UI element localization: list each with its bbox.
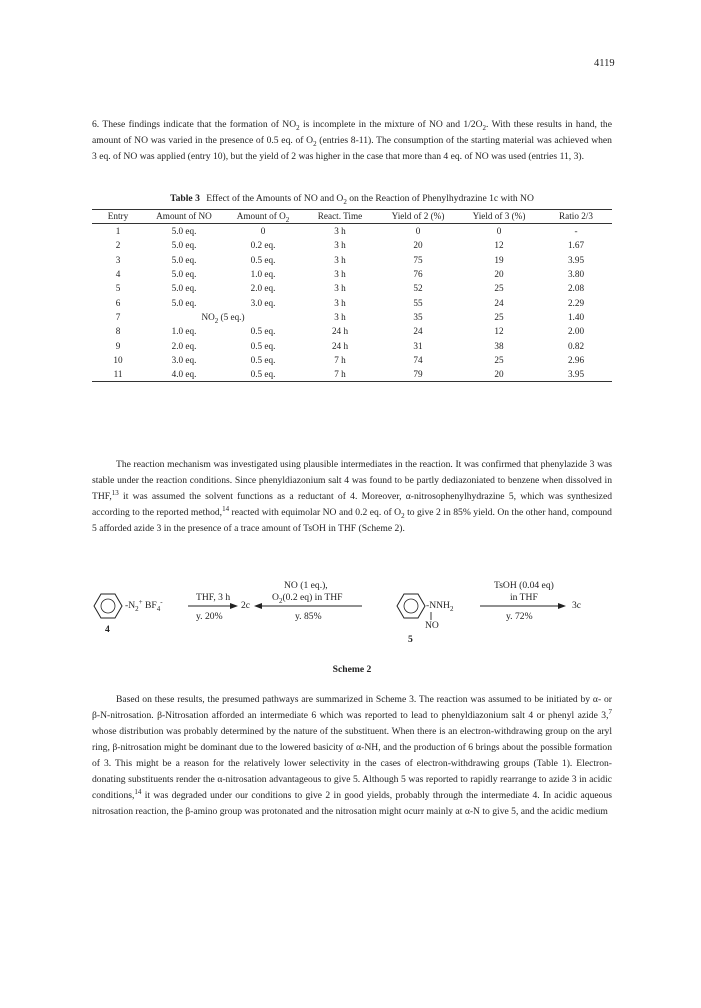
table-cell: 5.0 eq. — [171, 254, 197, 265]
aromatic-circle-icon — [101, 599, 115, 613]
compound-4-label: 4 — [105, 624, 110, 635]
hydrazine-group: $-NNH_2$ — [426, 600, 454, 613]
table-row — [92, 281, 612, 295]
table-row — [92, 224, 612, 239]
table-cell: 1 — [115, 226, 121, 237]
benzene-ring-icon — [94, 594, 122, 618]
product-3c: 3c — [572, 600, 582, 611]
arrow-head-icon — [230, 603, 238, 609]
table-cell: 1.0 eq. — [171, 326, 197, 337]
table-cell: 2.0 eq. — [250, 283, 276, 294]
table-cell: 4.0 eq. — [144, 367, 224, 382]
arrow2-condition-1: NO (1 eq.), — [284, 580, 328, 591]
table-cell: 3 h — [334, 254, 346, 265]
table-cell: 3 h — [334, 226, 346, 237]
table-cell: 1.40 — [567, 311, 585, 322]
table-cell: 11 — [92, 367, 144, 382]
table-cell: 20 — [413, 240, 423, 251]
arrow2-yield: y. 85% — [295, 611, 322, 622]
compound-5-label: 5 — [408, 634, 413, 645]
table-body — [92, 224, 612, 382]
table-cell: 0 — [415, 226, 421, 237]
table-cell: 25 — [494, 311, 504, 322]
table-cell: 3.95 — [540, 367, 612, 382]
scheme-2 — [92, 582, 612, 662]
table-row — [92, 238, 612, 252]
table-header: Yield of 2 (%) — [378, 210, 458, 224]
table-cell: 74 — [413, 354, 423, 365]
table-cell: 5.0 eq. — [171, 226, 197, 237]
table-cell: 3.95 — [567, 254, 585, 265]
table-cell: 7 — [115, 311, 121, 322]
table-cell: 2.0 eq. — [171, 340, 197, 351]
table-header: React. Time — [302, 210, 378, 224]
table-row — [92, 338, 612, 352]
table-cell: 0.82 — [567, 340, 585, 351]
table-cell: 9 — [115, 340, 121, 351]
table-cell: 35 — [413, 311, 423, 322]
table-cell: 0.5 eq. — [250, 326, 276, 337]
table-cell: 5.0 eq. — [171, 283, 197, 294]
table-cell: 5.0 eq. — [171, 269, 197, 280]
table-cell: 55 — [413, 297, 423, 308]
table-cell: 2.08 — [567, 283, 585, 294]
table-header: Amount of $O_2$ — [224, 210, 302, 224]
table-cell: 4 — [115, 269, 121, 280]
aromatic-circle-icon — [404, 599, 418, 613]
benzene-ring-icon — [397, 594, 425, 618]
table-cell: 38 — [494, 340, 504, 351]
table-label: Table 3 — [170, 193, 200, 204]
table-header: Ratio 2/3 — [540, 210, 612, 224]
paragraph-1: 6. These findings indicate that the formation of $NO_2$ is incomplete in the mixture of NO and $1/2O_2$. With these results in hand, the amount of NO was varied in the presence of 0.5 eq. of $O_2$ (entries 8-11). The consumption of the starting material was achieved when 3 eq. of NO was applied (entry 10), but the yield of 2 was higher in the case that more than 4 eq. of NO was used (entries 11, 3). — [92, 119, 612, 162]
table-row — [92, 295, 612, 309]
scheme-caption: Scheme 2 — [332, 664, 372, 675]
table-cell: 25 — [494, 283, 504, 294]
table-cell: 3.0 eq. — [250, 297, 276, 308]
product-2c: 2c — [241, 600, 251, 611]
table-cell: 8 — [115, 326, 121, 337]
table-row — [92, 367, 612, 382]
table-cell: 5.0 eq. — [171, 297, 197, 308]
arrow3-condition-1: TsOH (0.04 eq) — [494, 580, 554, 591]
paragraph-3: Based on these results, the presumed pathways are summarized in Scheme 3. The reaction was assumed to be initiated by α- or β-N-nitrosation. β-Nitrosation afforded an intermediate 6 which was reported to lead to phenyldiazonium salt 4 or phenyl azide 3,$^7$ whose distribution was probably determined by the nature of the substituent. When there is an electron-withdrawing group on the aryl ring, β-nitrosation might be dominant due to the lowered basicity of α-NH, and the production of 6 brings about the possible formation of 3. This might be a reason for the relatively lower selectivity in the cases of electron-withdrawing groups (Table 1). Electron-donating substituents render the α-nitrosation advantageous to give 5. Although 5 was reported to rapidly rearrange to azide 3 in acidic conditions,$^{14}$ it was degraded under our conditions to give 2 in good yields, probably through the intermediate 4. In acidic aqueous nitrosation reaction, the β-amino group was protonated and the nitrosation might ocurr mainly at α-N to give 5, and the acidic medium — [92, 694, 612, 817]
table-cell: 5 — [115, 283, 121, 294]
table-cell: 0.5 eq. — [250, 340, 276, 351]
arrow3-condition-2: in THF — [510, 592, 538, 603]
table-cell: 12 — [494, 326, 504, 337]
table-cell: 0 — [260, 226, 266, 237]
table-cell: 0.5 eq. — [224, 367, 302, 382]
table-cell: 31 — [413, 340, 423, 351]
table-cell: 76 — [413, 269, 423, 280]
table-cell: 3 h — [334, 240, 346, 251]
page-number: 4119 — [594, 58, 615, 69]
arrow3-yield: y. 72% — [506, 611, 533, 622]
table-cell: 2.29 — [567, 297, 585, 308]
table-cell: 3.80 — [567, 269, 585, 280]
table-cell: 1.0 eq. — [250, 269, 276, 280]
table-row — [92, 324, 612, 338]
table-cell: 20 — [458, 367, 540, 382]
table-cell: 20 — [494, 269, 504, 280]
table-cell: 7 h — [302, 367, 378, 382]
table-cell: 6 — [115, 297, 121, 308]
table-row — [92, 253, 612, 267]
table-cell: 3 h — [334, 311, 346, 322]
table-cell: 3 h — [334, 283, 346, 294]
arrow1-condition: THF, 3 h — [196, 592, 231, 603]
table-cell: 52 — [413, 283, 423, 294]
table-cell: 24 h — [331, 340, 349, 351]
table-caption — [92, 193, 612, 204]
table-cell: 0.5 eq. — [250, 254, 276, 265]
table-cell: $NO_2$ (5 eq.) — [201, 311, 245, 325]
diazonium-group: $-N_2^+$ $BF_4^-$ — [125, 597, 163, 613]
table-cell: 3.0 eq. — [171, 354, 197, 365]
table-cell: 2.00 — [567, 326, 585, 337]
table-cell: 2 — [115, 240, 121, 251]
table-row — [92, 310, 612, 324]
table-cell: 79 — [378, 367, 458, 382]
table-cell: 0.2 eq. — [250, 240, 276, 251]
nitroso-group: NO — [425, 620, 439, 631]
table-cell: 75 — [413, 254, 423, 265]
arrow1-yield: y. 20% — [196, 611, 223, 622]
table-cell: 12 — [494, 240, 504, 251]
table-cell: 0 — [496, 226, 502, 237]
table-cell: 24 — [494, 297, 504, 308]
table-cell: 7 h — [334, 354, 346, 365]
table-row — [92, 353, 612, 367]
table-cell: 3 h — [334, 297, 346, 308]
table-cell: 25 — [494, 354, 504, 365]
table-caption-text: Effect of the Amounts of NO and $O_2$ on the Reaction of Phenylhydrazine 1c with NO — [206, 193, 534, 206]
table-cell: 3 — [115, 254, 121, 265]
table-cell: 19 — [494, 254, 504, 265]
data-table — [92, 209, 612, 382]
table-cell: 24 h — [331, 326, 349, 337]
table-cell: 0.5 eq. — [250, 354, 276, 365]
table-header: Amount of NO — [144, 210, 224, 224]
table-cell: - — [574, 226, 578, 237]
paragraph-2: The reaction mechanism was investigated using plausible intermediates in the reaction. It was confirmed that phenylazide 3 was stable under the reaction conditions. Since phenyldiazonium salt 4 was found to be partly dediazoniated to benzene when dissolved in THF,$^{13}$ it was assumed the solvent functions as a reductant of 4. Moreover, α-nitrosophenylhydrazine 5, which was synthesized according to the reported method,$^{14}$ reacted with equimolar NO and 0.2 eq. of $O_2$ to give 2 in 85% yield. On the other hand, compound 5 afforded azide 3 in the presence of a trace amount of TsOH in THF (Scheme 2). — [92, 459, 612, 534]
table-cell: 2.96 — [567, 354, 585, 365]
table-cell: 5.0 eq. — [171, 240, 197, 251]
table-cell: 1.67 — [567, 240, 585, 251]
table-cell: 10 — [113, 354, 123, 365]
arrow2-condition-2: $O_2(0.2$ eq) in THF — [272, 592, 343, 605]
arrow-head-icon — [254, 603, 262, 609]
table-row — [92, 267, 612, 281]
table-header: Yield of 3 (%) — [458, 210, 540, 224]
arrow-head-icon — [558, 603, 566, 609]
table-header-row — [92, 210, 612, 224]
table-cell: 3 h — [334, 269, 346, 280]
table-cell: 24 — [413, 326, 423, 337]
table-header: Entry — [92, 210, 144, 224]
